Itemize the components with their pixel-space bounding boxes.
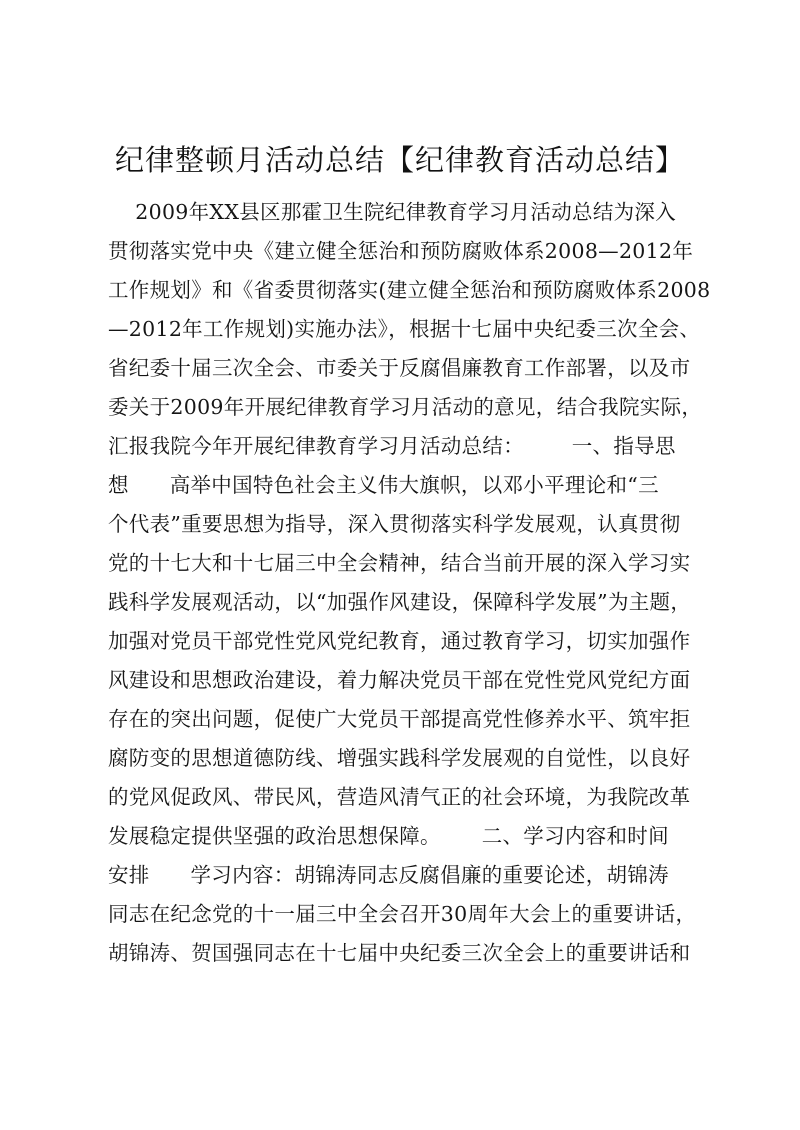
body-line: 想 高举中国特色社会主义伟大旗帜，以邓小平理论和“三: [108, 473, 659, 497]
body-line: 腐防变的思想道德防线、增强实践科学发展观的自觉性，以良好: [108, 746, 691, 770]
body-line: 工作规划》和《省委贯彻落实(建立健全惩治和预防腐败体系2008: [108, 278, 711, 302]
body-line: 安排 学习内容：胡锦涛同志反腐倡廉的重要论述，胡锦涛: [108, 863, 669, 887]
body-line: 存在的突出问题，促使广大党员干部提高党性修养水平、筑牢拒: [108, 707, 691, 731]
body-line: —2012年工作规划)实施办法》，根据十七届中央纪委三次全会、: [108, 317, 701, 341]
body-line: 发展稳定提供坚强的政治思想保障。 二、学习内容和时间: [108, 824, 669, 848]
body-line: 加强对党员干部党性党风党纪教育，通过教育学习，切实加强作: [108, 629, 691, 653]
body-line: 汇报我院今年开展纪律教育学习月活动总结： 一、指导思: [108, 434, 676, 458]
body-line: 省纪委十届三次全会、市委关于反腐倡廉教育工作部署，以及市: [108, 356, 691, 380]
body-line: 践科学发展观活动，以“加强作风建设，保障科学发展”为主题，: [108, 590, 692, 614]
body-line: 委关于2009年开展纪律教育学习月活动的意见，结合我院实际，: [108, 395, 703, 419]
body-line: 的党风促政风、带民风，营造风清气正的社会环境，为我院改革: [108, 785, 691, 809]
body-line: 党的十七大和十七届三中全会精神，结合当前开展的深入学习实: [108, 551, 691, 575]
document-body: [108, 193, 711, 973]
body-line: 胡锦涛、贺国强同志在十七届中央纪委三次全会上的重要讲话和: [108, 941, 691, 965]
body-line: 个代表”重要思想为指导，深入贯彻落实科学发展观，认真贯彻: [108, 512, 681, 536]
body-line: 2009年XX县区那霍卫生院纪律教育学习月活动总结为深入: [108, 200, 677, 224]
body-line: 贯彻落实党中央《建立健全惩治和预防腐败体系2008—2012年: [108, 239, 694, 263]
body-line: 风建设和思想政治建设，着力解决党员干部在党性党风党纪方面: [108, 668, 691, 692]
document-title: 纪律整顿月活动总结【纪律教育活动总结】: [114, 143, 685, 177]
body-line: 同志在纪念党的十一届三中全会召开30周年大会上的重要讲话，: [108, 902, 697, 926]
